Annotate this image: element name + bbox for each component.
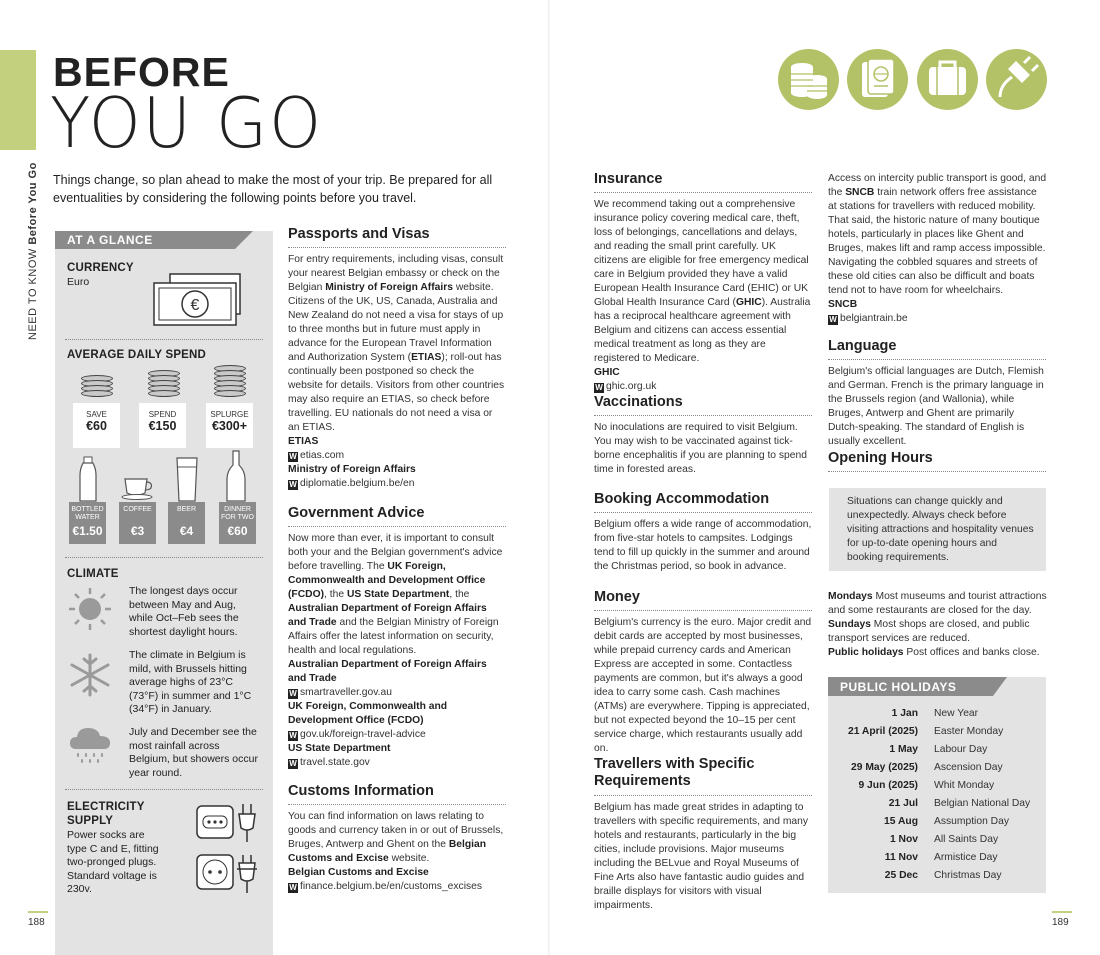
coins-stack-icon [214, 367, 246, 397]
passports-text: For entry requirements, including visas, consult your nearest Belgian embassy or check on the Belgian Ministry of Foreign Affairs website. Citizens of the UK, US, Canada, Australia and New Zealand do not need a visa for stays of up to three months but in future must apply in advance for the European Travel Information and Authorization System (ETIAS); roll-out has continually been postponed so check the website for details. Visitors from other countries may also require an ETIAS, so check before travelling. EU nationals do not need a visa or an ETIAS. [288, 254, 505, 433]
booking-text: Belgium offers a wide range of accommodation, from five-star hotels to campsites. Lodgings tend to fill up quickly in the summer and around the Christmas period, so book in advance. [594, 519, 812, 572]
vaccinations-section [594, 394, 812, 477]
spend-save: SAVE €60 [73, 403, 120, 448]
link-label: Belgian Customs and Excise [288, 867, 429, 878]
travellers-text: Belgium has made great strides in adapting to travellers with specific requirements, and many hotels and restaurants, particularly in the big cities, include provisions. Major museums including the BELvue and Royal Museums of Fine Arts also have fantastic audio guides and braille displays for visitors with visual impairments. [594, 802, 809, 911]
opening-sundays: Sundays Most shops are closed, and public transport services are reduced. [828, 619, 1030, 644]
svg-text:€: € [190, 297, 200, 314]
link[interactable]: W etias.com [289, 450, 345, 461]
banknote-icon [150, 271, 244, 329]
web-icon: W [289, 452, 297, 461]
opening-hours-heading: Opening Hours [828, 450, 1046, 472]
booking-heading: Booking Accommodation [594, 491, 812, 513]
price-beer: BEER €4 [168, 502, 205, 544]
page-number-right: 189 [1052, 917, 1069, 928]
web-icon: W [289, 759, 297, 768]
link[interactable]: W gov.uk/foreign-travel-advice [289, 729, 426, 740]
insurance-heading: Insurance [594, 171, 812, 193]
holiday-row: 9 Jun (2025) Whit Monday [858, 780, 995, 791]
link[interactable]: W travel.state.gov [289, 757, 370, 768]
opening-hours-notice: Situations can change quickly and unexpectedly. Always check before visiting attractions and hospitality venues for up-to-date opening hours and booking requirements. [829, 488, 1046, 571]
coffee-cup-icon [121, 477, 157, 501]
electricity-heading: ELECTRICITY SUPPLY [67, 801, 145, 827]
insurance-text: We recommend taking out a comprehensive insurance policy covering medical care, theft, loss of belongings, cancellations and delays, and reading the small print carefully. UK citizens are eligible for free emergency medical care in Belgium provided they have a valid European Health Insurance Card (EHIC) or UK Global Health Insurance Card (GHIC). Australia has a reciprocal healthcare agreement with Belgium and citizens can access essential medical treatment as long as they are registered to Medicare. [594, 199, 811, 364]
passports-section [288, 226, 506, 491]
link[interactable]: W diplomatie.belgium.be/en [289, 478, 415, 489]
link[interactable]: W belgiantrain.be [829, 313, 908, 324]
web-icon: W [289, 480, 297, 489]
customs-text: You can find information on laws relating to goods and currency taken in or out of Brussels, Bruges, Antwerp and Ghent on the Belgian Customs and Excise website. [288, 811, 504, 864]
luggage-icon [917, 49, 978, 110]
price-water: BOTTLED WATER €1.50 [69, 502, 106, 544]
link-label: US State Department [288, 743, 391, 754]
language-section [828, 338, 1046, 449]
insurance-section [594, 171, 812, 394]
side-running-head: NEED TO KNOW Before You Go [27, 162, 39, 340]
rain-cloud-icon [68, 725, 114, 765]
electricity-text: Power socks are type C and E, fitting two-pronged plugs. Standard voltage is 230v. [67, 829, 159, 895]
wine-bottle-icon [225, 449, 247, 503]
socket-type-e-icon [195, 851, 265, 895]
access-text: Access on intercity public transport is good, and the SNCB train network offers free assistance at stations for travellers with reduced mobility. That said, the historic nature of many boutique hotels, particularly in places like Ghent and Bruges, makes lift and ramp access impossible. Navigating the cobbled squares and streets of these old cities can also be difficult and boats tend not to have room for wheelchairs. [828, 173, 1047, 296]
opening-public-holidays: Public holidays Post offices and banks close. [828, 647, 1040, 658]
travellers-heading: Travellers with Specific Requirements [594, 756, 812, 796]
opening-hours-section [828, 450, 1046, 477]
page-title-line2: YOU GO [50, 83, 324, 164]
socket-type-c-icon [195, 802, 265, 844]
public-holidays-heading: PUBLIC HOLIDAYS [828, 677, 993, 696]
climate-text-3: July and December see the most rainfall across Belgium, but showers occur year round. [129, 726, 258, 779]
holiday-row: 11 Nov Armistice Day [884, 852, 998, 863]
link-label: Australian Department of Foreign Affairs and Trade [288, 659, 487, 684]
money-section [594, 589, 812, 756]
link-label: UK Foreign, Commonwealth and Development Office (FCDO) [288, 701, 448, 726]
link-label: ETIAS [288, 436, 319, 447]
holiday-row: 1 Nov All Saints Day [889, 834, 999, 845]
coins-icon [778, 49, 839, 110]
currency-heading: CURRENCY [67, 262, 134, 274]
vaccinations-text: No inoculations are required to visit Belgium. You may wish to be vaccinated against tick-borne encephalitis if you are planning to spend time in forested areas. [594, 422, 807, 475]
government-section [288, 505, 506, 770]
passport-icon [847, 49, 908, 110]
bottle-icon [77, 455, 99, 503]
beer-glass-icon [175, 455, 199, 503]
at-a-glance-heading: AT A GLANCE [55, 231, 235, 249]
travellers-section [594, 756, 812, 913]
section-tab [0, 50, 36, 150]
government-text: Now more than ever, it is important to consult both your and the Belgian government's advice before travelling. The UK Foreign, Commonwealth and Development Office (FCDO), the US State Department, the Australian Department of Foreign Affairs and Trade and the Belgian Ministry of Foreign Affairs offer the latest information on security, health and local regulations. [288, 533, 503, 656]
language-heading: Language [828, 338, 1046, 360]
divider [65, 557, 263, 558]
holiday-row: 21 Jul Belgian National Day [888, 798, 1031, 809]
spend-splurge: SPLURGE €300+ [206, 403, 253, 448]
link[interactable]: W ghic.org.uk [595, 381, 657, 392]
holiday-row: 1 May Labour Day [889, 744, 988, 755]
money-heading: Money [594, 589, 812, 611]
holiday-row: 25 Dec Christmas Day [884, 870, 1002, 881]
customs-heading: Customs Information [288, 783, 506, 805]
access-section [828, 172, 1048, 326]
snowflake-icon [68, 653, 112, 697]
vaccinations-heading: Vaccinations [594, 394, 812, 416]
web-icon: W [289, 883, 297, 892]
money-text: Belgium's currency is the euro. Major credit and debit cards are accepted by most businesses, while prepaid currency cards and American Express are accepted in some. Contactless payments are common, but it's always a good idea to carry some cash. Cash machines (ATMs) are everywhere. Tipping is appreciated, but not expected beyond the 10–15 per cent service charge, which restaurants usually add on. [594, 617, 812, 754]
divider [65, 789, 263, 790]
opening-mondays: Mondays Most museums and tourist attractions and some restaurants are closed for the day. [828, 591, 1047, 616]
link-label: GHIC [594, 367, 620, 378]
link[interactable]: W smartraveller.gov.au [289, 687, 392, 698]
language-text: Belgium's official languages are Dutch, Flemish and German. French is the primary language in the Brussels region (and Wallonia), while Bruges, Antwerp and Ghent are primarily Dutch-speaking. The standard of English is usually excellent. [828, 366, 1044, 447]
link-label: Ministry of Foreign Affairs [288, 464, 416, 475]
divider [65, 339, 263, 340]
coins-stack-icon [148, 372, 180, 397]
passports-heading: Passports and Visas [288, 226, 506, 248]
holiday-row: 1 Jan New Year [891, 708, 979, 719]
link[interactable]: W finance.belgium.be/en/customs_excises [289, 881, 483, 892]
price-dinner: DINNER FOR TWO €60 [219, 502, 256, 544]
coins-stack-icon [81, 377, 113, 397]
page-title-line1: BEFORE [53, 49, 230, 95]
climate-heading: CLIMATE [67, 568, 119, 580]
holiday-row: 21 April (2025) Easter Monday [847, 726, 1004, 737]
climate-text-1: The longest days occur between May and Aug, while Oct–Feb sees the shortest daylight hours. [129, 585, 239, 638]
sun-icon [67, 586, 113, 632]
page-number-left: 188 [28, 917, 45, 928]
booking-section [594, 491, 812, 574]
price-coffee: COFFEE €3 [119, 502, 156, 544]
intro-text: Things change, so plan ahead to make the most of your trip. Be prepared for all eventualities by considering the following points before you travel. [53, 173, 493, 205]
customs-section [288, 783, 506, 894]
opening-hours-list [828, 590, 1048, 660]
web-icon: W [289, 689, 297, 698]
plug-icon [986, 49, 1047, 110]
web-icon: W [595, 383, 603, 392]
holiday-row: 15 Aug Assumption Day [884, 816, 1009, 827]
holiday-row: 29 May (2025) Ascension Day [851, 762, 1003, 773]
at-a-glance-panel [55, 231, 273, 955]
currency-value: Euro [67, 276, 90, 288]
web-icon: W [829, 315, 837, 324]
government-heading: Government Advice [288, 505, 506, 527]
spend-spend: SPEND €150 [139, 403, 186, 448]
spend-heading: AVERAGE DAILY SPEND [67, 349, 207, 361]
climate-text-2: The climate in Belgium is mild, with Brussels hitting average highs of 23°C (73°F) in summer and 1°C (34°F) in January. [129, 649, 252, 715]
public-holidays-panel [828, 677, 1046, 893]
web-icon: W [289, 731, 297, 740]
link-label: SNCB [828, 299, 858, 310]
